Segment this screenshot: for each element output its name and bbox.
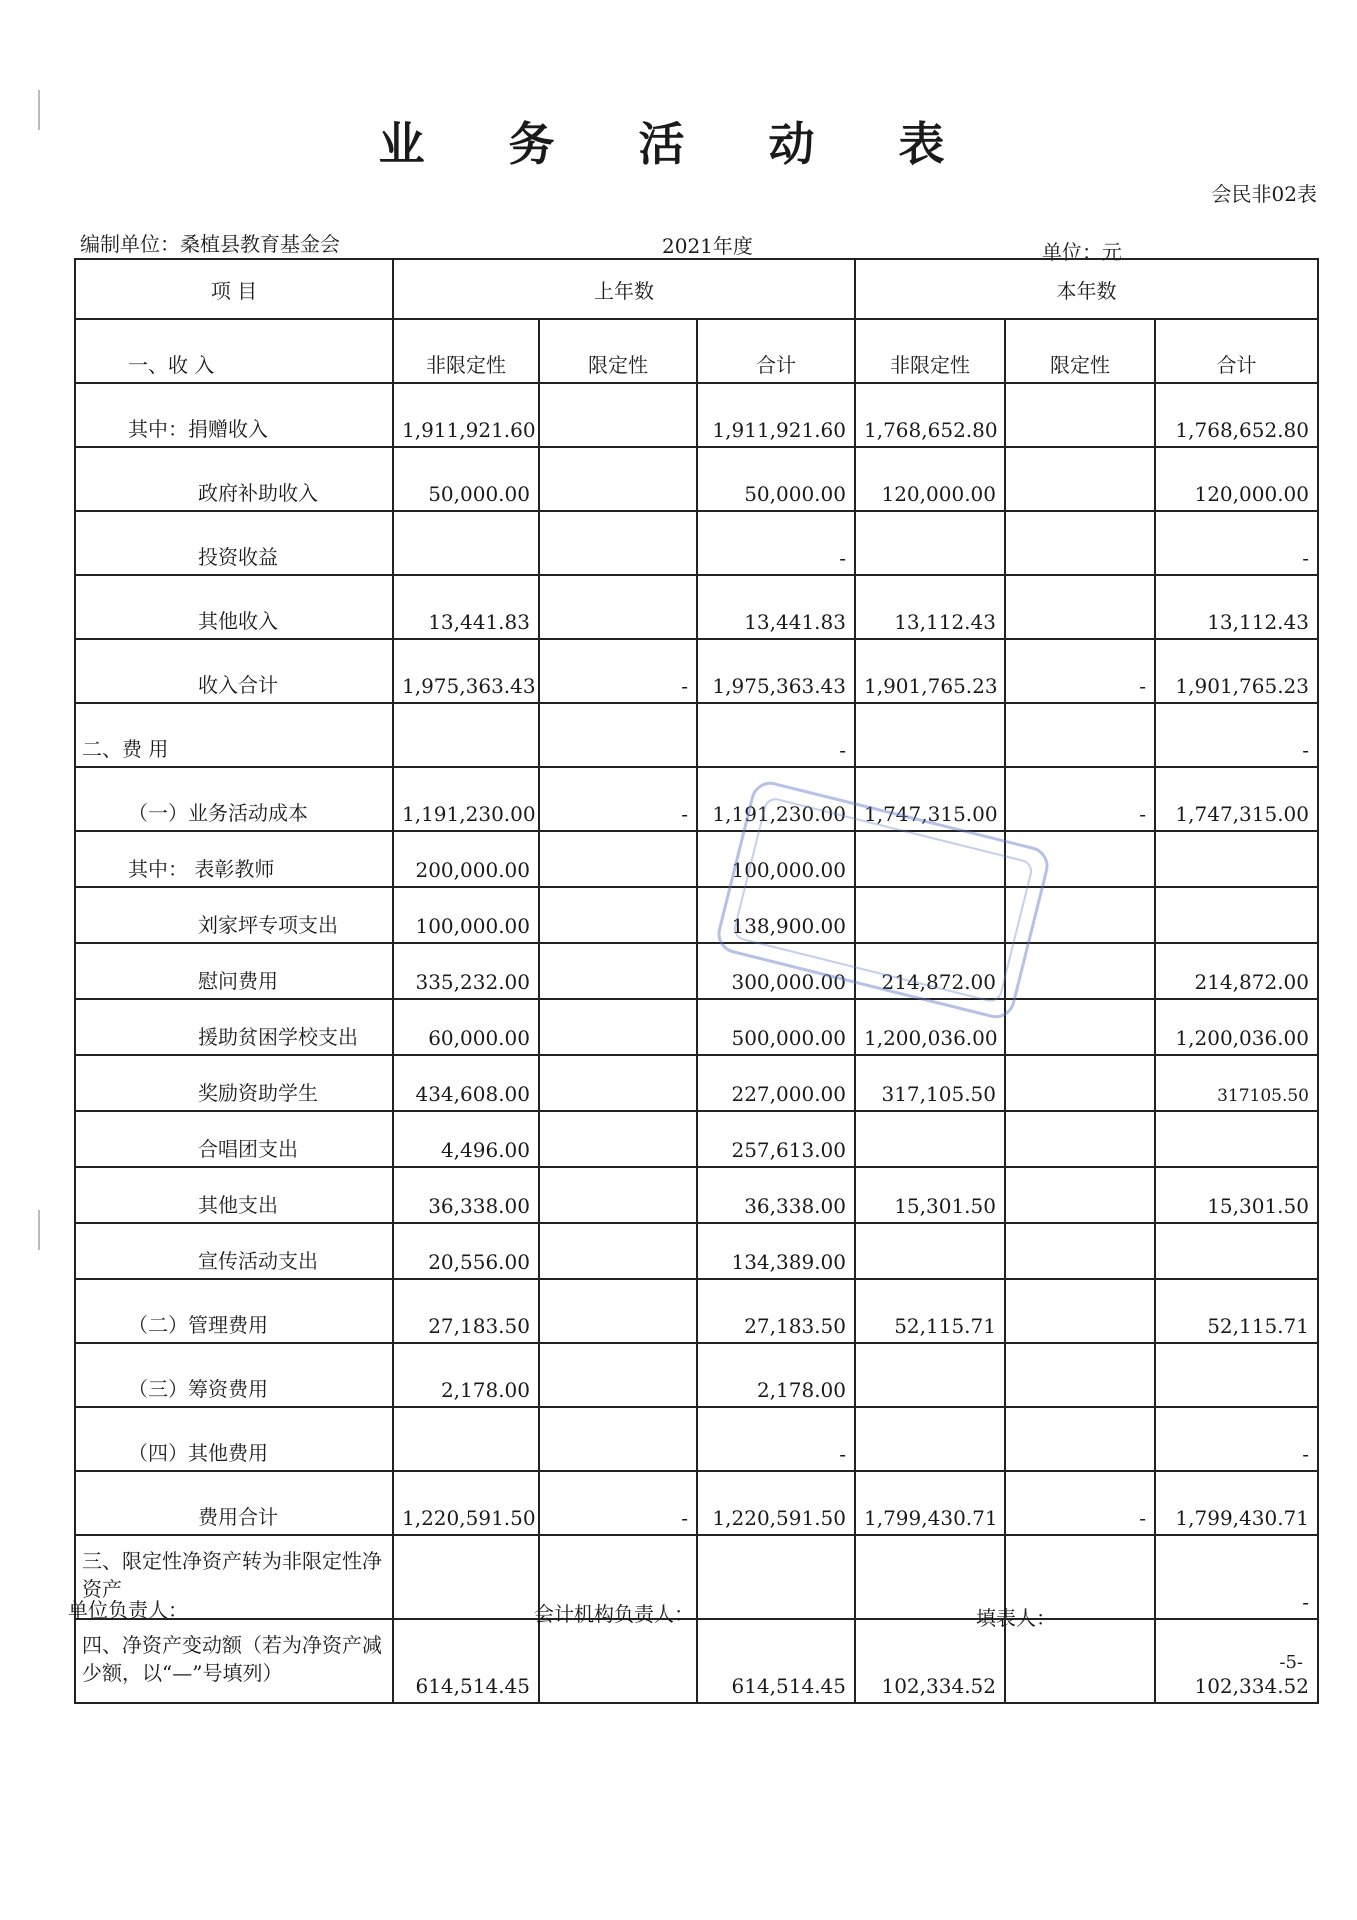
row-label: 三、限定性净资产转为非限定性净资产 [75,1535,393,1619]
value-cell [539,887,697,943]
value-cell: 1,191,230.00 [393,767,539,831]
activity-table [74,258,1319,1704]
value-cell [393,1407,539,1471]
row-label: 合唱团支出 [75,1111,393,1167]
value-cell: 614,514.45 [393,1619,539,1703]
row-label: 宣传活动支出 [75,1223,393,1279]
column-header-restricted: 限定性 [1005,319,1155,383]
table-row [75,703,1318,767]
value-cell: 1,975,363.43 [697,639,855,703]
row-label: （四）其他费用 [75,1407,393,1471]
value-cell: 1,768,652.80 [855,383,1005,447]
value-cell: 2,178.00 [393,1343,539,1407]
value-cell [1005,1619,1155,1703]
value-cell: 1,768,652.80 [1155,383,1318,447]
table-row [75,1223,1318,1279]
column-header-total: 合计 [1155,319,1318,383]
preparer-label: 填表人： [976,1606,1056,1630]
value-cell: 120,000.00 [855,447,1005,511]
value-cell [855,1407,1005,1471]
row-label: 其他收入 [75,575,393,639]
value-cell [539,703,697,767]
row-label: 其中：捐赠收入 [75,383,393,447]
value-cell [855,703,1005,767]
value-cell: 102,334.52 [1155,1619,1318,1703]
value-cell: 1,191,230.00 [697,767,855,831]
value-cell: 1,975,363.43 [393,639,539,703]
column-header-total: 合计 [697,319,855,383]
value-cell: 102,334.52 [855,1619,1005,1703]
row-label: 慰问费用 [75,943,393,999]
value-cell: 1,799,430.71 [855,1471,1005,1535]
value-cell [539,1167,697,1223]
value-cell [393,703,539,767]
value-cell [1005,447,1155,511]
value-cell: 27,183.50 [393,1279,539,1343]
report-meta [80,228,1320,264]
row-label: 政府补助收入 [75,447,393,511]
row-label: 其中： 表彰教师 [75,831,393,887]
value-cell: 614,514.45 [697,1619,855,1703]
row-label: 四、净资产变动额（若为净资产减少额，以“—”号填列） [75,1619,393,1703]
value-cell: 335,232.00 [393,943,539,999]
value-cell [539,999,697,1055]
value-cell [539,1055,697,1111]
value-cell: 15,301.50 [1155,1167,1318,1223]
value-cell [1155,887,1318,943]
value-cell: 317,105.50 [855,1055,1005,1111]
value-cell: 15,301.50 [855,1167,1005,1223]
form-code: 会民非02表 [1211,182,1317,206]
value-cell: 434,608.00 [393,1055,539,1111]
value-cell: 1,200,036.00 [855,999,1005,1055]
value-cell: - [1005,767,1155,831]
value-cell: - [539,639,697,703]
value-cell: 1,901,765.23 [1155,639,1318,703]
value-cell: - [1005,1471,1155,1535]
row-label: 投资收益 [75,511,393,575]
value-cell [539,447,697,511]
value-cell: - [697,1407,855,1471]
value-cell [1155,1223,1318,1279]
column-header-non-restricted: 非限定性 [393,319,539,383]
value-cell [539,575,697,639]
value-cell [855,511,1005,575]
value-cell: 20,556.00 [393,1223,539,1279]
value-cell [539,943,697,999]
table-row [75,1055,1318,1111]
value-cell: 100,000.00 [393,887,539,943]
value-cell [539,1223,697,1279]
row-label: （三）筹资费用 [75,1343,393,1407]
row-label: 一、收 入 [75,319,393,383]
value-cell: 13,441.83 [393,575,539,639]
value-cell: 13,112.43 [855,575,1005,639]
value-cell: 1,901,765.23 [855,639,1005,703]
table-row [75,943,1318,999]
value-cell [1005,1407,1155,1471]
value-cell: 1,220,591.50 [697,1471,855,1535]
table-row [75,1471,1318,1535]
row-label: （一）业务活动成本 [75,767,393,831]
value-cell [1155,831,1318,887]
value-cell: 1,911,921.60 [393,383,539,447]
curr-year-header: 本年数 [855,259,1318,319]
value-cell: 300,000.00 [697,943,855,999]
value-cell: 120,000.00 [1155,447,1318,511]
table-row [75,575,1318,639]
value-cell: 214,872.00 [1155,943,1318,999]
value-cell: - [539,1471,697,1535]
value-cell [1005,1167,1155,1223]
value-cell: 1,747,315.00 [1155,767,1318,831]
row-label: （二）管理费用 [75,1279,393,1343]
value-cell [1155,1111,1318,1167]
value-cell: 36,338.00 [697,1167,855,1223]
value-cell [539,383,697,447]
header-row-top [75,259,1318,319]
value-cell: - [697,703,855,767]
table-row [75,447,1318,511]
table-row [75,1167,1318,1223]
prev-year-header: 上年数 [393,259,855,319]
value-cell [1005,703,1155,767]
value-cell: 4,496.00 [393,1111,539,1167]
value-cell: 50,000.00 [393,447,539,511]
value-cell: 52,115.71 [1155,1279,1318,1343]
value-cell: 214,872.00 [855,943,1005,999]
value-cell: 1,747,315.00 [855,767,1005,831]
value-cell: 500,000.00 [697,999,855,1055]
table-row [75,319,1318,383]
scan-mark [38,1210,40,1250]
value-cell: 1,799,430.71 [1155,1471,1318,1535]
value-cell [539,1619,697,1703]
value-cell: 134,389.00 [697,1223,855,1279]
table-row [75,831,1318,887]
row-label: 援助贫困学校支出 [75,999,393,1055]
value-cell [393,511,539,575]
value-cell [1005,383,1155,447]
accounting-head-label: 会计机构负责人： [534,1602,694,1626]
signature-row [68,1594,1308,1630]
table-row [75,1343,1318,1407]
page-title: 业 务 活 动 表 [378,117,979,171]
fiscal-year: 2021年度 [662,234,753,258]
value-cell [1005,575,1155,639]
value-cell: 36,338.00 [393,1167,539,1223]
value-cell [539,1407,697,1471]
value-cell: 257,613.00 [697,1111,855,1167]
value-cell: 317105.50 [1155,1055,1318,1111]
row-label: 刘家坪专项支出 [75,887,393,943]
value-cell: 200,000.00 [393,831,539,887]
value-cell: 50,000.00 [697,447,855,511]
table-row [75,1619,1318,1703]
table-row [75,767,1318,831]
value-cell: 13,441.83 [697,575,855,639]
value-cell [1155,1343,1318,1407]
value-cell [1005,1279,1155,1343]
value-cell: 1,200,036.00 [1155,999,1318,1055]
value-cell: 2,178.00 [697,1343,855,1407]
item-header: 项 目 [75,259,393,319]
value-cell [1005,1343,1155,1407]
value-cell: 138,900.00 [697,887,855,943]
column-header-restricted: 限定性 [539,319,697,383]
value-cell: - [1155,1535,1318,1619]
value-cell: - [1005,639,1155,703]
value-cell: - [1155,1407,1318,1471]
value-cell: 227,000.00 [697,1055,855,1111]
unit-head-label: 单位负责人： [68,1598,188,1622]
table-row [75,1111,1318,1167]
row-label: 奖励资助学生 [75,1055,393,1111]
value-cell [855,1343,1005,1407]
value-cell: 52,115.71 [855,1279,1005,1343]
value-cell [539,831,697,887]
value-cell: - [1155,511,1318,575]
value-cell: - [539,767,697,831]
value-cell [1005,1055,1155,1111]
table-row [75,999,1318,1055]
table-row [75,887,1318,943]
value-cell: 60,000.00 [393,999,539,1055]
column-header-non-restricted: 非限定性 [855,319,1005,383]
table-row [75,1279,1318,1343]
value-cell [539,1343,697,1407]
value-cell [855,1111,1005,1167]
value-cell [539,511,697,575]
value-cell: 100,000.00 [697,831,855,887]
value-cell [539,1111,697,1167]
page-number: -5- [1279,1652,1303,1673]
table-row [75,383,1318,447]
value-cell: 1,220,591.50 [393,1471,539,1535]
row-label: 费用合计 [75,1471,393,1535]
value-cell [855,1223,1005,1279]
row-label: 其他支出 [75,1167,393,1223]
value-cell: - [1155,703,1318,767]
value-cell: 13,112.43 [1155,575,1318,639]
value-cell [1005,511,1155,575]
row-label: 二、费 用 [75,703,393,767]
currency-unit: 单位：元 [1042,240,1122,264]
value-cell [1005,1111,1155,1167]
table-row [75,511,1318,575]
table-row [75,1407,1318,1471]
value-cell [1005,1223,1155,1279]
table-row [75,639,1318,703]
row-label: 收入合计 [75,639,393,703]
value-cell [539,1279,697,1343]
value-cell [1005,999,1155,1055]
value-cell: - [697,511,855,575]
preparing-unit: 编制单位：桑植县教育基金会 [80,232,340,256]
value-cell: 1,911,921.60 [697,383,855,447]
value-cell: 27,183.50 [697,1279,855,1343]
